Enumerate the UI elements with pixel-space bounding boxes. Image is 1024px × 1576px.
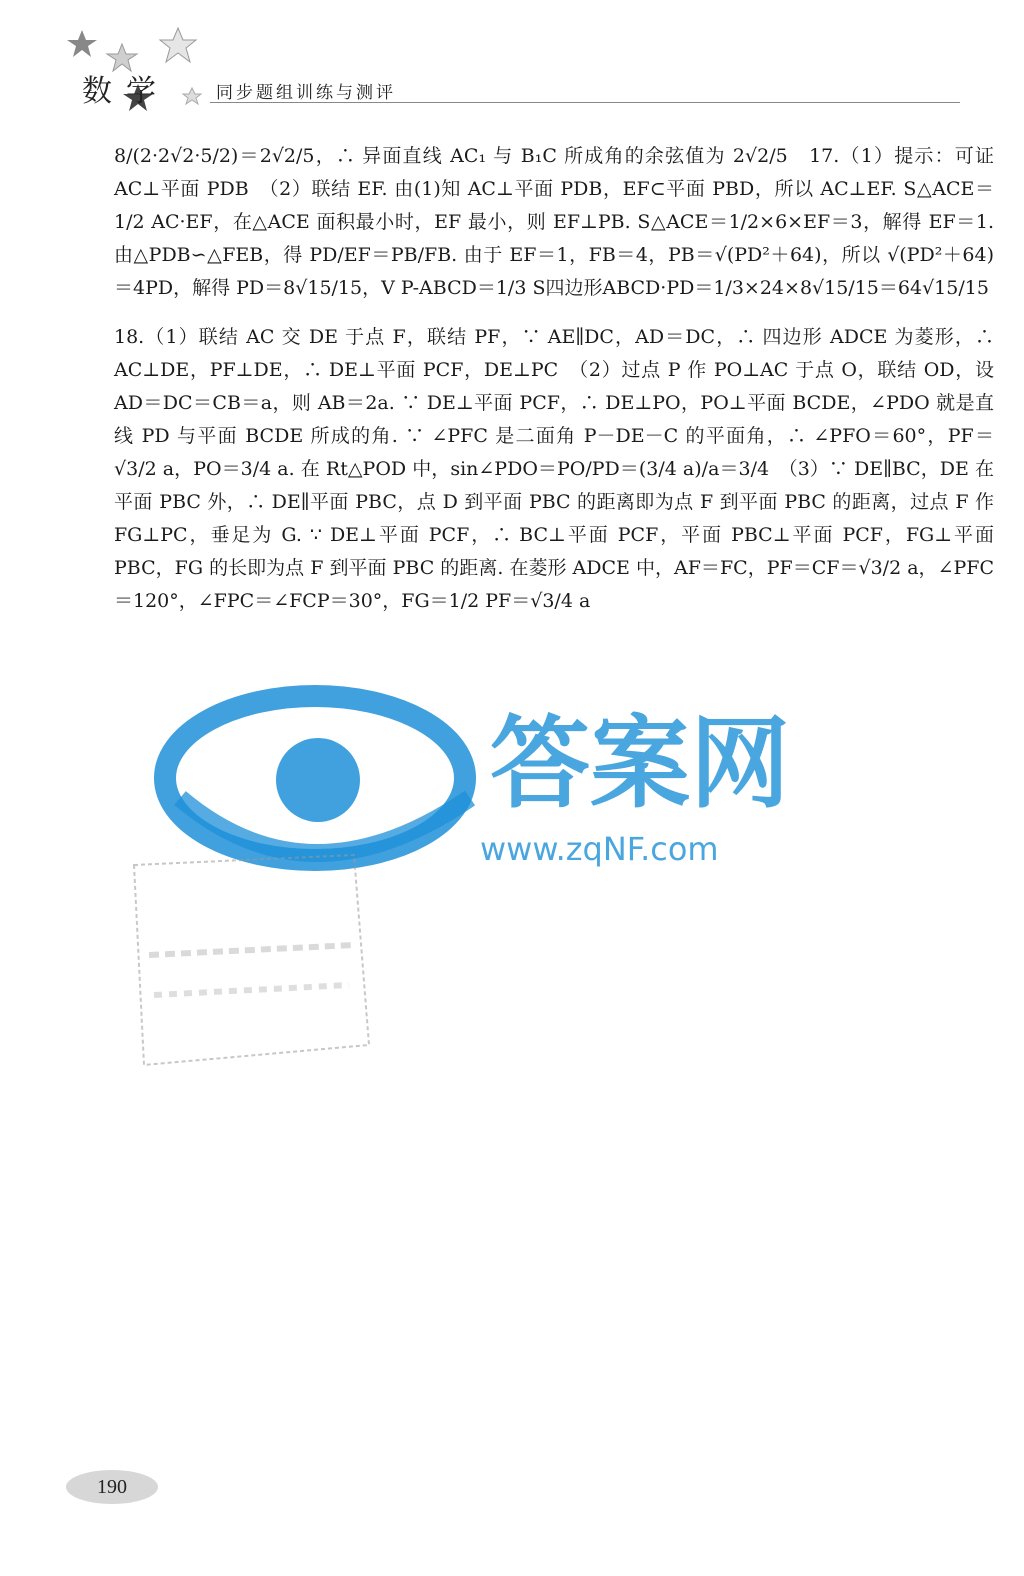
answer-content xyxy=(114,140,994,634)
page-number: 190 xyxy=(66,1470,158,1504)
header-rule xyxy=(210,102,960,103)
watermark-text: 答案网 xyxy=(490,705,790,822)
answer-paragraph-17: 8/(2·2√2·5/2)＝2√2/5，∴ 异面直线 AC₁ 与 B₁C 所成角的余弦值为 2√2/5 17.（1）提示：可证 AC⊥平面 PDB （2）联结 EF. 由(1)知 AC⊥平面 PDB，EF⊂平面 PBD，所以 AC⊥EF. S△ACE＝1/2 AC·EF，在△ACE 面积最小时，EF 最小，则 EF⊥PB. S△ACE＝1/2×6×EF＝3，解得 EF＝1. 由△PDB∽△FEB，得 PD/EF＝PB/FB. 由于 EF＝1，FB＝4，PB＝√(PD²＋64)，所以 √(PD²＋64)＝4PD，解得 PD＝8√15/15，V P-ABCD＝1/3 S四边形ABCD·PD＝1/3×24×8√15/15＝64√15/15 xyxy=(114,145,994,299)
answer-paragraph-18: 18.（1）联结 AC 交 DE 于点 F，联结 PF，∵ AE∥DC，AD＝DC，∴ 四边形 ADCE 为菱形，∴ AC⊥DE，PF⊥DE，∴ DE⊥平面 PCF，DE⊥PC （2）过点 P 作 PO⊥AC 于点 O，联结 OD，设 AD＝DC＝CB＝a，则 AB＝2a. ∵ DE⊥平面 PCF，∴ DE⊥PO，PO⊥平面 BCDE，∠PDO 就是直线 PD 与平面 BCDE 所成的角. ∵ ∠PFC 是二面角 P－DE－C 的平面角，∴ ∠PFO＝60°，PF＝√3/2 a，PO＝3/4 a. 在 Rt△POD 中，sin∠PDO＝PO/PD＝(3/4 a)/a＝3/4 （3）∵ DE∥BC，DE 在平面 PBC 外，∴ DE∥平面 PBC，点 D 到平面 PBC 的距离即为点 F 到平面 PBC 的距离，过点 F 作 FG⊥PC，垂足为 G. ∵ DE⊥平面 PCF，∴ BC⊥平面 PCF，平面 PBC⊥平面 PCF，FG⊥平面 PBC，FG 的长即为点 F 到平面 PBC 的距离. 在菱形 ADCE 中，AF＝FC，PF＝CF＝√3/2 a，∠PFC＝120°，∠FPC＝∠FCP＝30°，FG＝1/2 PF＝√3/4 a xyxy=(114,326,994,612)
faded-stamp-icon xyxy=(124,845,384,1075)
book-subtitle: 同步题组训练与测评 xyxy=(216,83,396,103)
subject-title: 数学 xyxy=(82,74,170,109)
watermark-logo xyxy=(150,678,870,938)
page-header xyxy=(60,22,960,112)
watermark-url: www.zqNF.com xyxy=(480,830,719,868)
